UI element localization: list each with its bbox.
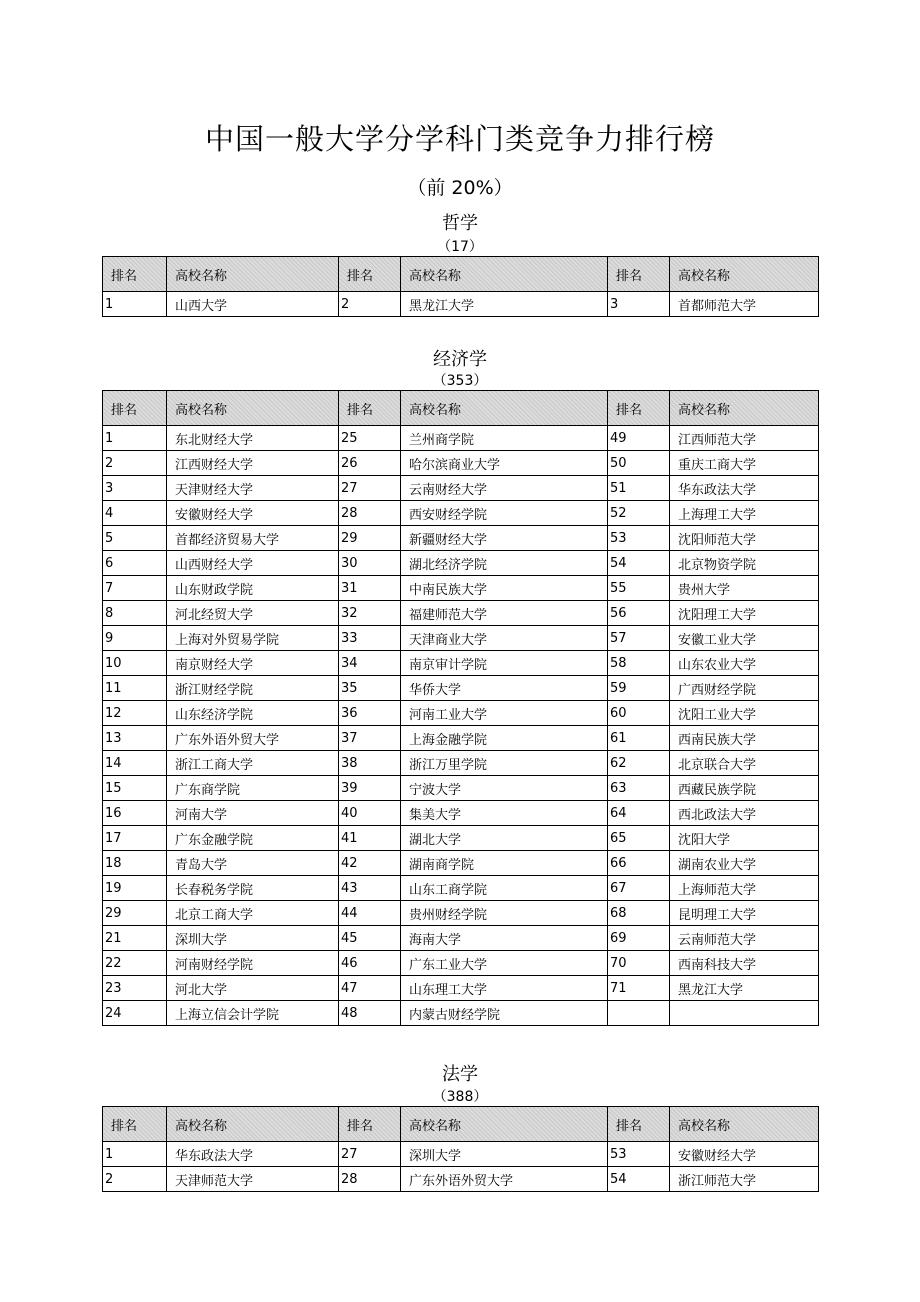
school-name-cell: 河北经贸大学 xyxy=(167,601,339,626)
school-name-cell: 广西财经学院 xyxy=(670,676,819,701)
rank-header: 排名 xyxy=(339,257,401,292)
school-name-cell: 兰州商学院 xyxy=(401,426,608,451)
school-name-cell: 黑龙江大学 xyxy=(670,976,819,1001)
table-row xyxy=(103,701,819,726)
school-name-cell: 云南师范大学 xyxy=(670,926,819,951)
rank-cell: 31 xyxy=(339,576,401,601)
table-header-row xyxy=(103,257,819,292)
table-philosophy xyxy=(102,256,819,317)
rank-cell: 14 xyxy=(103,751,167,776)
page-subtitle: （前 20%） xyxy=(407,177,513,199)
rank-header: 排名 xyxy=(103,391,167,426)
school-name-cell: 贵州大学 xyxy=(670,576,819,601)
rank-cell: 1 xyxy=(103,426,167,451)
school-name-cell: 浙江财经学院 xyxy=(167,676,339,701)
table-row xyxy=(103,776,819,801)
table-row xyxy=(103,501,819,526)
table-row xyxy=(103,901,819,926)
rank-cell: 28 xyxy=(339,1167,401,1192)
school-name-cell: 海南大学 xyxy=(401,926,608,951)
school-name-cell: 浙江工商大学 xyxy=(167,751,339,776)
school-name-cell: 沈阳理工大学 xyxy=(670,601,819,626)
rank-cell xyxy=(608,1001,670,1026)
school-name-cell: 重庆工商大学 xyxy=(670,451,819,476)
rank-cell: 56 xyxy=(608,601,670,626)
table-row xyxy=(103,951,819,976)
rank-cell: 53 xyxy=(608,526,670,551)
rank-cell: 55 xyxy=(608,576,670,601)
rank-cell: 68 xyxy=(608,901,670,926)
table-row xyxy=(103,751,819,776)
rank-cell: 16 xyxy=(103,801,167,826)
rank-cell: 12 xyxy=(103,701,167,726)
rank-cell: 44 xyxy=(339,901,401,926)
rank-cell: 2 xyxy=(103,1167,167,1192)
table-row xyxy=(103,1167,819,1192)
school-name-cell: 安徽财经大学 xyxy=(167,501,339,526)
school-name-cell: 西南民族大学 xyxy=(670,726,819,751)
section-count-law: （388） xyxy=(432,1089,488,1105)
rank-cell: 8 xyxy=(103,601,167,626)
rank-cell: 32 xyxy=(339,601,401,626)
rank-cell: 2 xyxy=(339,292,401,317)
rank-cell: 10 xyxy=(103,651,167,676)
school-name-cell: 西安财经学院 xyxy=(401,501,608,526)
school-name-cell: 沈阳大学 xyxy=(670,826,819,851)
rank-cell: 30 xyxy=(339,551,401,576)
table-row xyxy=(103,451,819,476)
school-name-cell: 上海理工大学 xyxy=(670,501,819,526)
school-name-cell: 黑龙江大学 xyxy=(401,292,608,317)
rank-cell: 39 xyxy=(339,776,401,801)
rank-cell: 18 xyxy=(103,851,167,876)
rank-cell: 27 xyxy=(339,476,401,501)
school-name-cell: 上海立信会计学院 xyxy=(167,1001,339,1026)
rank-cell: 53 xyxy=(608,1142,670,1167)
rank-cell: 5 xyxy=(103,526,167,551)
rank-cell: 69 xyxy=(608,926,670,951)
rank-cell: 45 xyxy=(339,926,401,951)
table-row xyxy=(103,826,819,851)
table-row xyxy=(103,876,819,901)
rank-cell: 23 xyxy=(103,976,167,1001)
rank-cell: 25 xyxy=(339,426,401,451)
rank-cell: 36 xyxy=(339,701,401,726)
school-name-header: 高校名称 xyxy=(670,1107,819,1142)
school-name-cell: 华东政法大学 xyxy=(670,476,819,501)
school-name-cell: 山东工商学院 xyxy=(401,876,608,901)
table-row xyxy=(103,926,819,951)
school-name-cell: 天津师范大学 xyxy=(167,1167,339,1192)
school-name-header: 高校名称 xyxy=(167,1107,339,1142)
school-name-cell: 山西财经大学 xyxy=(167,551,339,576)
rank-cell: 35 xyxy=(339,676,401,701)
school-name-cell: 东北财经大学 xyxy=(167,426,339,451)
school-name-header: 高校名称 xyxy=(670,257,819,292)
rank-cell: 66 xyxy=(608,851,670,876)
school-name-cell: 华侨大学 xyxy=(401,676,608,701)
school-name-cell: 湖南商学院 xyxy=(401,851,608,876)
rank-cell: 51 xyxy=(608,476,670,501)
school-name-cell: 河南大学 xyxy=(167,801,339,826)
rank-cell: 61 xyxy=(608,726,670,751)
school-name-cell: 广东外语外贸大学 xyxy=(167,726,339,751)
rank-cell: 58 xyxy=(608,651,670,676)
rank-cell: 54 xyxy=(608,551,670,576)
rank-cell: 29 xyxy=(103,901,167,926)
school-name-cell: 昆明理工大学 xyxy=(670,901,819,926)
school-name-cell: 沈阳工业大学 xyxy=(670,701,819,726)
rank-cell: 7 xyxy=(103,576,167,601)
rank-cell: 3 xyxy=(103,476,167,501)
school-name-cell: 南京审计学院 xyxy=(401,651,608,676)
school-name-cell: 广东金融学院 xyxy=(167,826,339,851)
rank-cell: 49 xyxy=(608,426,670,451)
table-row xyxy=(103,726,819,751)
school-name-cell: 青岛大学 xyxy=(167,851,339,876)
school-name-cell: 河北大学 xyxy=(167,976,339,1001)
school-name-cell: 湖北大学 xyxy=(401,826,608,851)
rank-cell: 26 xyxy=(339,451,401,476)
rank-cell: 1 xyxy=(103,292,167,317)
school-name-cell: 天津商业大学 xyxy=(401,626,608,651)
school-name-cell: 江西财经大学 xyxy=(167,451,339,476)
school-name-cell: 贵州财经学院 xyxy=(401,901,608,926)
rank-cell: 33 xyxy=(339,626,401,651)
rank-header: 排名 xyxy=(339,1107,401,1142)
school-name-cell: 山西大学 xyxy=(167,292,339,317)
rank-header: 排名 xyxy=(608,1107,670,1142)
rank-header: 排名 xyxy=(103,1107,167,1142)
table-row xyxy=(103,1001,819,1026)
school-name-header: 高校名称 xyxy=(401,1107,608,1142)
school-name-header: 高校名称 xyxy=(167,391,339,426)
table-row xyxy=(103,676,819,701)
school-name-cell: 哈尔滨商业大学 xyxy=(401,451,608,476)
rank-cell: 22 xyxy=(103,951,167,976)
rank-cell: 27 xyxy=(339,1142,401,1167)
school-name-header: 高校名称 xyxy=(167,257,339,292)
rank-cell: 11 xyxy=(103,676,167,701)
school-name-cell: 山东理工大学 xyxy=(401,976,608,1001)
rank-cell: 29 xyxy=(339,526,401,551)
school-name-cell: 北京物资学院 xyxy=(670,551,819,576)
section-count-philosophy: （17） xyxy=(437,239,483,255)
school-name-cell: 天津财经大学 xyxy=(167,476,339,501)
table-economics xyxy=(102,390,819,1026)
rank-cell: 52 xyxy=(608,501,670,526)
rank-cell: 6 xyxy=(103,551,167,576)
school-name-cell: 广东商学院 xyxy=(167,776,339,801)
school-name-header: 高校名称 xyxy=(401,391,608,426)
rank-cell: 15 xyxy=(103,776,167,801)
table-row xyxy=(103,626,819,651)
school-name-cell: 内蒙古财经学院 xyxy=(401,1001,608,1026)
table-row xyxy=(103,851,819,876)
table-row xyxy=(103,476,819,501)
school-name-cell: 上海师范大学 xyxy=(670,876,819,901)
rank-cell: 60 xyxy=(608,701,670,726)
rank-cell: 1 xyxy=(103,1142,167,1167)
school-name-cell: 宁波大学 xyxy=(401,776,608,801)
school-name-cell: 北京工商大学 xyxy=(167,901,339,926)
rank-cell: 50 xyxy=(608,451,670,476)
table-row xyxy=(103,292,819,317)
school-name-cell: 新疆财经大学 xyxy=(401,526,608,551)
school-name-cell: 长春税务学院 xyxy=(167,876,339,901)
rank-cell: 43 xyxy=(339,876,401,901)
rank-cell: 54 xyxy=(608,1167,670,1192)
school-name-cell: 广东外语外贸大学 xyxy=(401,1167,608,1192)
rank-cell: 63 xyxy=(608,776,670,801)
school-name-cell: 西南科技大学 xyxy=(670,951,819,976)
rank-cell: 17 xyxy=(103,826,167,851)
rank-cell: 40 xyxy=(339,801,401,826)
table-row xyxy=(103,1142,819,1167)
table-header-row xyxy=(103,1107,819,1142)
school-name-cell: 上海金融学院 xyxy=(401,726,608,751)
school-name-header: 高校名称 xyxy=(670,391,819,426)
rank-cell: 2 xyxy=(103,451,167,476)
school-name-cell: 河南工业大学 xyxy=(401,701,608,726)
table-row xyxy=(103,526,819,551)
rank-header: 排名 xyxy=(103,257,167,292)
rank-cell: 21 xyxy=(103,926,167,951)
rank-cell: 48 xyxy=(339,1001,401,1026)
school-name-cell: 湖北经济学院 xyxy=(401,551,608,576)
school-name-cell: 西藏民族学院 xyxy=(670,776,819,801)
rank-cell: 47 xyxy=(339,976,401,1001)
school-name-cell: 北京联合大学 xyxy=(670,751,819,776)
school-name-cell: 深圳大学 xyxy=(401,1142,608,1167)
table-header-row xyxy=(103,391,819,426)
rank-cell: 28 xyxy=(339,501,401,526)
table-law xyxy=(102,1106,819,1192)
rank-cell: 67 xyxy=(608,876,670,901)
rank-cell: 62 xyxy=(608,751,670,776)
school-name-header: 高校名称 xyxy=(401,257,608,292)
school-name-cell: 湖南农业大学 xyxy=(670,851,819,876)
rank-cell: 59 xyxy=(608,676,670,701)
school-name-cell: 安徽工业大学 xyxy=(670,626,819,651)
school-name-cell: 中南民族大学 xyxy=(401,576,608,601)
school-name-cell: 安徽财经大学 xyxy=(670,1142,819,1167)
school-name-cell: 南京财经大学 xyxy=(167,651,339,676)
school-name-cell: 上海对外贸易学院 xyxy=(167,626,339,651)
section-count-economics: （353） xyxy=(432,373,488,389)
rank-cell: 41 xyxy=(339,826,401,851)
table-row xyxy=(103,551,819,576)
rank-cell: 4 xyxy=(103,501,167,526)
rank-header: 排名 xyxy=(608,391,670,426)
school-name-cell: 西北政法大学 xyxy=(670,801,819,826)
table-row xyxy=(103,601,819,626)
rank-cell: 37 xyxy=(339,726,401,751)
rank-header: 排名 xyxy=(608,257,670,292)
school-name-cell: 首都经济贸易大学 xyxy=(167,526,339,551)
school-name-cell: 深圳大学 xyxy=(167,926,339,951)
section-title-philosophy: 哲学 xyxy=(442,213,478,234)
school-name-cell: 广东工业大学 xyxy=(401,951,608,976)
rank-cell: 24 xyxy=(103,1001,167,1026)
rank-cell: 71 xyxy=(608,976,670,1001)
school-name-cell: 华东政法大学 xyxy=(167,1142,339,1167)
school-name-cell: 山东财政学院 xyxy=(167,576,339,601)
rank-cell: 9 xyxy=(103,626,167,651)
school-name-cell xyxy=(670,1001,819,1026)
table-row xyxy=(103,426,819,451)
rank-cell: 65 xyxy=(608,826,670,851)
school-name-cell: 云南财经大学 xyxy=(401,476,608,501)
school-name-cell: 集美大学 xyxy=(401,801,608,826)
rank-cell: 70 xyxy=(608,951,670,976)
school-name-cell: 首都师范大学 xyxy=(670,292,819,317)
table-row xyxy=(103,801,819,826)
table-row xyxy=(103,976,819,1001)
rank-cell: 46 xyxy=(339,951,401,976)
rank-cell: 64 xyxy=(608,801,670,826)
school-name-cell: 江西师范大学 xyxy=(670,426,819,451)
school-name-cell: 山东经济学院 xyxy=(167,701,339,726)
rank-header: 排名 xyxy=(339,391,401,426)
section-title-economics: 经济学 xyxy=(433,349,487,370)
rank-cell: 3 xyxy=(608,292,670,317)
rank-cell: 42 xyxy=(339,851,401,876)
school-name-cell: 河南财经学院 xyxy=(167,951,339,976)
rank-cell: 13 xyxy=(103,726,167,751)
school-name-cell: 山东农业大学 xyxy=(670,651,819,676)
school-name-cell: 浙江师范大学 xyxy=(670,1167,819,1192)
rank-cell: 34 xyxy=(339,651,401,676)
table-row xyxy=(103,651,819,676)
page-title: 中国一般大学分学科门类竞争力排行榜 xyxy=(204,122,715,156)
rank-cell: 38 xyxy=(339,751,401,776)
school-name-cell: 福建师范大学 xyxy=(401,601,608,626)
rank-cell: 57 xyxy=(608,626,670,651)
school-name-cell: 沈阳师范大学 xyxy=(670,526,819,551)
school-name-cell: 浙江万里学院 xyxy=(401,751,608,776)
rank-cell: 19 xyxy=(103,876,167,901)
section-title-law: 法学 xyxy=(442,1064,478,1085)
table-row xyxy=(103,576,819,601)
